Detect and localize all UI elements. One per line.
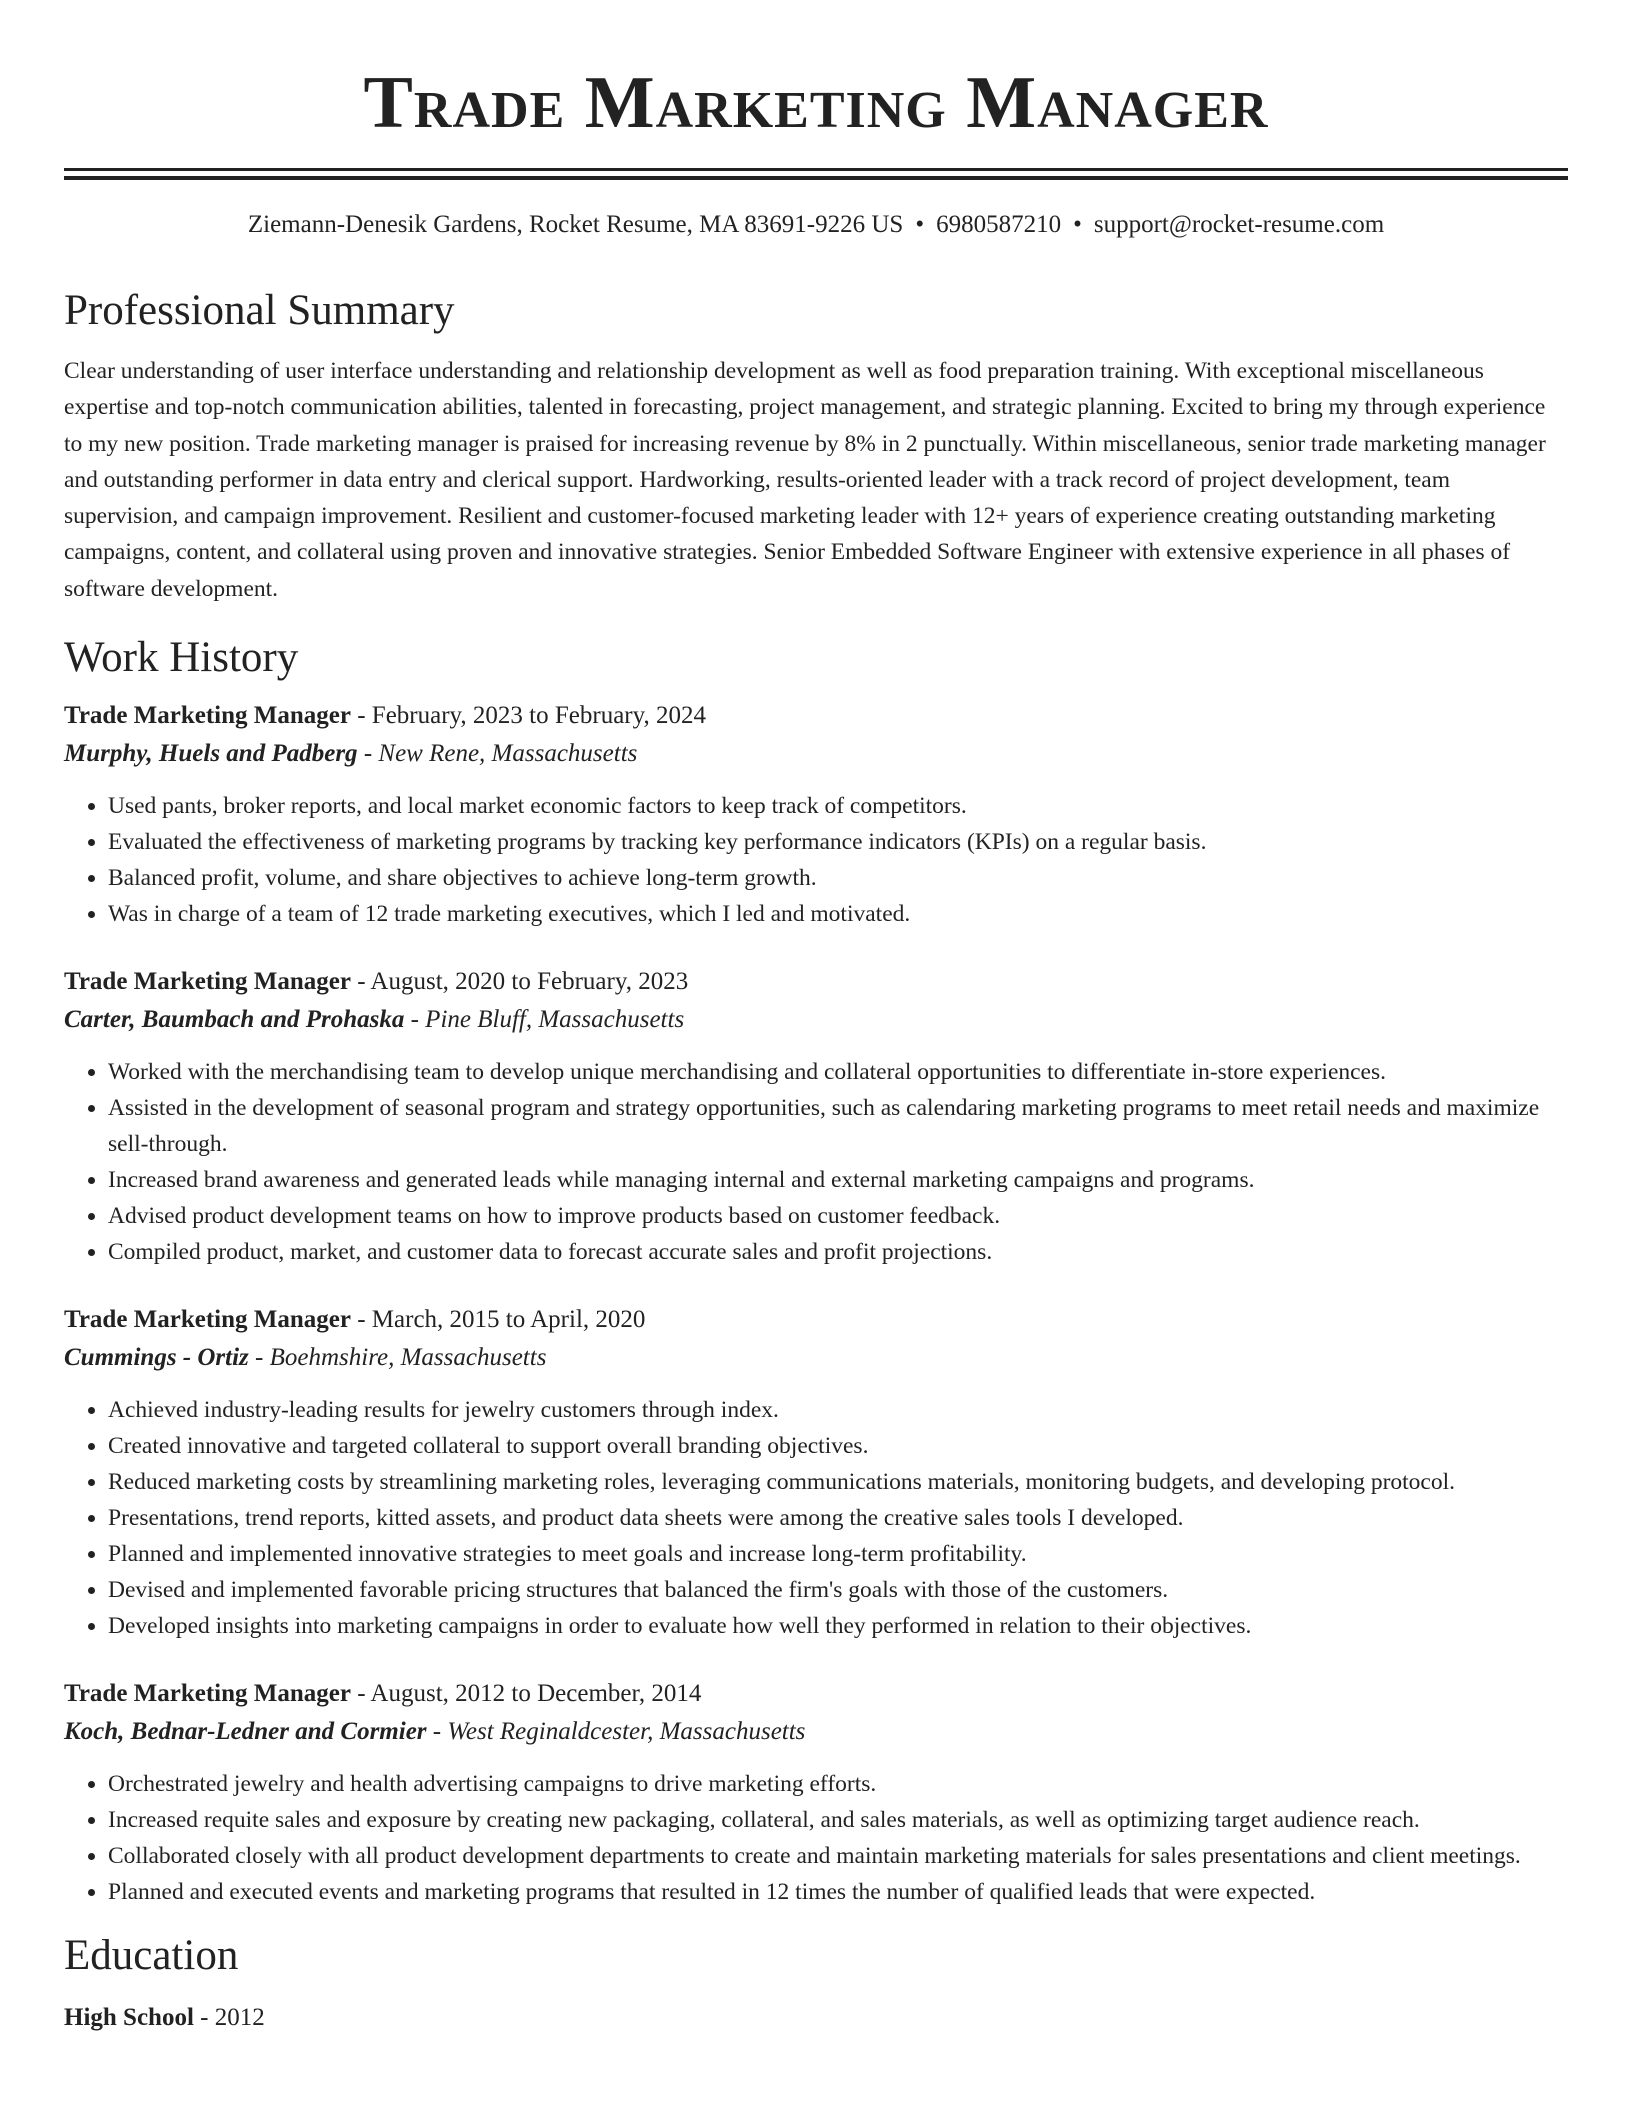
contact-separator: • [915, 211, 925, 238]
job-bullet: • Collaborated closely with all product development departments to create and maintain marketing materials for sales presentations and client meetings. [108, 1838, 1568, 1874]
job-bullets [64, 1766, 1568, 1910]
job-entry [64, 1304, 1568, 1644]
contact-address: Ziemann-Denesik Gardens, Rocket Resume, MA 83691-9226 US [247, 211, 904, 238]
job-bullet: • Created innovative and targeted collateral to support overall branding objectives. [108, 1428, 1568, 1464]
job-location: - Pine Bluff, Massachusetts [404, 1006, 685, 1034]
job-title-line [64, 1678, 1568, 1710]
job-dates: - March, 2015 to April, 2020 [350, 1306, 646, 1334]
job-bullets [64, 1054, 1568, 1270]
job-bullet: • Assisted in the development of seasonal program and strategy opportunities, such as calendaring marketing programs to meet retail needs and maximize sell-through. [108, 1090, 1568, 1162]
job-entry [64, 1678, 1568, 1910]
job-company: Murphy, Huels and Padberg [64, 740, 358, 768]
job-bullet: • Developed insights into marketing campaigns in order to evaluate how well they performed in relation to their objectives. [108, 1608, 1568, 1644]
job-location: - West Reginaldcester, Massachusetts [426, 1718, 806, 1746]
contact-email: support@rocket-resume.com [1093, 211, 1385, 238]
education-year: - 2012 [193, 2004, 265, 2032]
summary-text: Clear understanding of user interface understanding and relationship development as well as food preparation training. With exceptional miscellaneous expertise and top-notch communication abilities, talented in forecasting, project management, and strategic planning. Excited to bring my through experience to my new position. Trade marketing manager is praised for increasing revenue by 8% in 2 punctually. Within miscellaneous, senior trade marketing manager and outstanding performer in data entry and clerical support. Hardworking, results-oriented leader with a track record of project development, team supervision, and campaign improvement. Resilient and customer-focused marketing leader with 12+ years of experience creating outstanding marketing campaigns, content, and collateral using proven and innovative strategies. Senior Embedded Software Engineer with extensive experience in all phases of software development. [64, 358, 1546, 602]
job-bullets [64, 1392, 1568, 1644]
job-title-line [64, 1304, 1568, 1336]
job-company-line [64, 1004, 1568, 1036]
title-divider [64, 168, 1568, 180]
job-dates: - February, 2023 to February, 2024 [350, 702, 707, 730]
job-title: Trade Marketing Manager [64, 968, 351, 996]
job-bullets [64, 788, 1568, 932]
job-title-line [64, 966, 1568, 998]
job-company: Koch, Bednar-Ledner and Cormier [64, 1718, 427, 1746]
job-company-line [64, 1716, 1568, 1748]
education-degree: High School [64, 2004, 194, 2032]
summary-heading: Professional Summary [64, 287, 455, 334]
job-bullet: • Advised product development teams on how to improve products based on customer feedback. [108, 1198, 1568, 1234]
job-bullet: • Devised and implemented favorable pricing structures that balanced the firm's goals with those of the customers. [108, 1572, 1568, 1608]
contact-line [64, 209, 1568, 241]
job-bullet: • Compiled product, market, and customer data to forecast accurate sales and profit projections. [108, 1234, 1568, 1270]
job-dates: - August, 2012 to December, 2014 [350, 1680, 702, 1708]
job-bullet: • Planned and implemented innovative strategies to meet goals and increase long-term profitability. [108, 1536, 1568, 1572]
work-history-heading: Work History [64, 634, 299, 682]
contact-phone: 6980587210 [936, 211, 1062, 238]
job-company-line [64, 738, 1568, 770]
job-bullet: • Worked with the merchandising team to develop unique merchandising and collateral opportunities to differentiate in-store experiences. [108, 1054, 1568, 1090]
job-bullet: • Orchestrated jewelry and health advertising campaigns to drive marketing efforts. [108, 1766, 1568, 1802]
job-location: - Boehmshire, Massachusetts [248, 1344, 547, 1372]
education-heading: Education [64, 1932, 239, 1980]
job-bullet: • Balanced profit, volume, and share objectives to achieve long-term growth. [108, 860, 1568, 896]
job-title: Trade Marketing Manager [64, 702, 351, 730]
job-bullet: • Increased requite sales and exposure by creating new packaging, collateral, and sales materials, as well as optimizing target audience reach. [108, 1802, 1568, 1838]
job-title: Trade Marketing Manager [64, 1680, 351, 1708]
contact-separator: • [1073, 211, 1082, 238]
education-entry [64, 2002, 1568, 2034]
job-dates: - August, 2020 to February, 2023 [350, 968, 689, 996]
job-company: Cummings - Ortiz [64, 1344, 249, 1372]
job-entry [64, 966, 1568, 1270]
job-location: - New Rene, Massachusetts [357, 740, 638, 768]
job-bullet: • Presentations, trend reports, kitted assets, and product data sheets were among the creative sales tools I developed. [108, 1500, 1568, 1536]
job-bullet: • Evaluated the effectiveness of marketing programs by tracking key performance indicators (KPIs) on a regular basis. [108, 824, 1568, 860]
job-bullet: • Reduced marketing costs by streamlining marketing roles, leveraging communications materials, monitoring budgets, and developing protocol. [108, 1464, 1568, 1500]
job-bullet: • Increased brand awareness and generated leads while managing internal and external marketing campaigns and programs. [108, 1162, 1568, 1198]
job-company-line [64, 1342, 1568, 1374]
job-title-line [64, 700, 1568, 732]
job-bullet: • Was in charge of a team of 12 trade marketing executives, which I led and motivated. [108, 896, 1568, 932]
job-company: Carter, Baumbach and Prohaska [64, 1006, 405, 1034]
job-bullet: • Planned and executed events and marketing programs that resulted in 12 times the number of qualified leads that were expected. [108, 1874, 1568, 1910]
resume-title: Trade Marketing Manager [363, 62, 1269, 144]
job-bullet: • Used pants, broker reports, and local market economic factors to keep track of competitors. [108, 788, 1568, 824]
job-title: Trade Marketing Manager [64, 1306, 351, 1334]
job-bullet: • Achieved industry-leading results for jewelry customers through index. [108, 1392, 1568, 1428]
resume-content [64, 0, 1568, 2034]
job-entry [64, 700, 1568, 932]
